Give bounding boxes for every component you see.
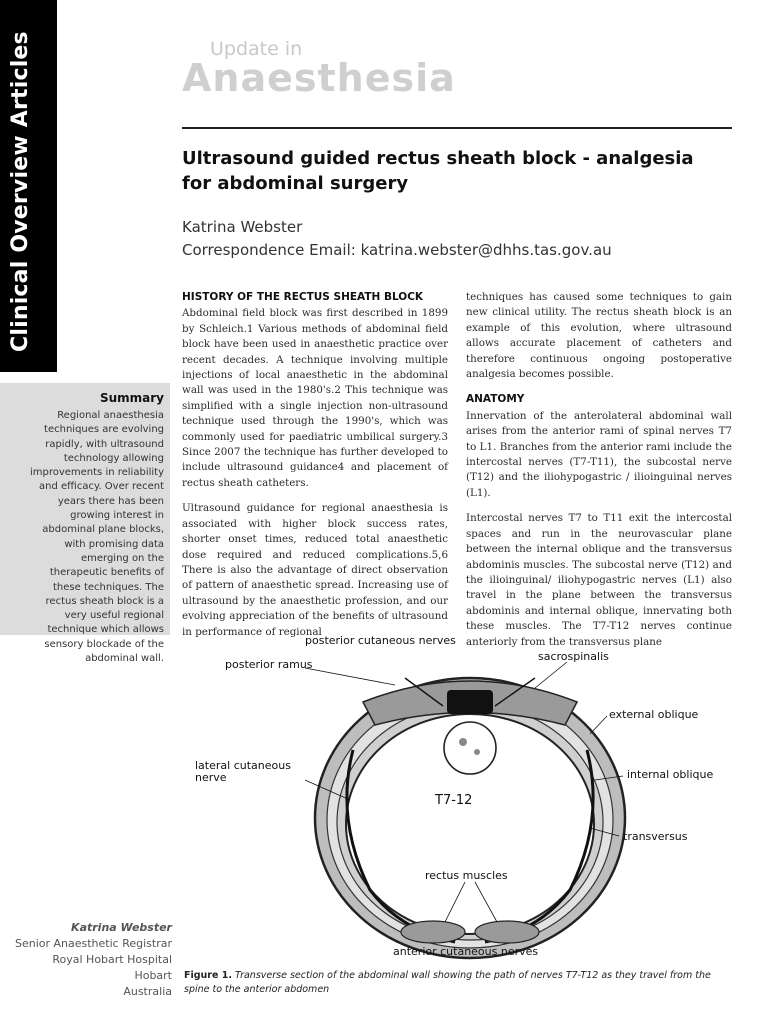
anatomy-heading: ANATOMY — [466, 393, 525, 406]
author-block — [182, 216, 612, 262]
rectus-muscle-right — [475, 921, 539, 943]
history-paragraph-1: Abdominal field block was first described in 1899 by Schleich.1 Various methods of abdominal field block have been used in anaesthetic practice over recent decades. A technique involving multiple injections of local anaesthetic in the abdominal wall was used in the 1980's.2 This technique was simplified with a single injection non-ultrasound technique used through the 1990's, which was commonly used for paediatric umbilical surgery.3 Since 2007 the technique has further developed to include ultrasound guidance4 and placement of rectus sheath catheters. — [182, 307, 448, 489]
header-rule — [182, 127, 732, 129]
rectus-muscle-left — [401, 921, 465, 943]
text-column-right — [466, 290, 732, 660]
masthead-subtitle: Update in — [210, 38, 303, 60]
author-affiliation — [15, 920, 172, 1000]
anatomy-paragraph-2: Intercostal nerves T7 to T11 exit the intercostal spaces and run in the neurovascular plane between the internal oblique and the transversus abdominis muscles. The subcostal nerve (T12) and the ilioinguinal/ iliohypogastric nerves (L1) also travel in the plane between the transversus abdominis and internal oblique, innervating both these muscles. The T7-T12 nerves continue anteriorly from the transversus plane — [466, 512, 732, 648]
summary-text: Regional anaesthesia techniques are evolving rapidly, with ultrasound technology allowing improvements in reliability and efficacy. Over recent years there has been growing interest in abdominal plane blocks, with promising data emerging on the therapeutic benefits of these techniques. The rectus sheath block is a very useful regional technique which allows sensory blockade of the abdominal wall. — [29, 410, 164, 665]
history-paragraph-2: Ultrasound guidance for regional anaesthesia is associated with higher block success rates, shorter onset times, reduced total anaesthetic dose required and reduced complications.5,6 There is also the advantage of direct observation of pattern of anaesthetic spread. Increasing use of ultrasound by the anaesthetic profession, and our evolving appreciation of the benefits of ultrasound in performance of regional — [182, 502, 448, 638]
history-paragraph-3: techniques has caused some techniques to gain new clinical utility. The rectus sheath block is an example of this evolution, where ultrasound allows accurate placement of catheters and therefore continuous ongoing postoperative analgesia becomes possible. — [466, 291, 732, 381]
leader-sacrospinalis — [535, 662, 567, 688]
author-name: Katrina Webster — [182, 218, 303, 236]
label-external-oblique: external oblique — [609, 708, 699, 721]
label-lateral-cutaneous: lateral cutaneous nerve — [195, 759, 291, 784]
caption-text: Transverse section of the abdominal wall showing the path of nerves T7-T12 as they travel from the spine to the anterior abdomen — [184, 970, 711, 995]
label-sacrospinalis: sacrospinalis — [538, 650, 609, 663]
label-posterior-ramus: posterior ramus — [225, 658, 313, 671]
figure-abdominal-section — [195, 630, 740, 965]
caption-label: Figure 1. — [184, 970, 232, 981]
summary-heading: Summary — [99, 391, 164, 405]
affiliation-role: Senior Anaesthetic Registrar — [14, 937, 172, 950]
vertebra-marking — [474, 749, 480, 755]
label-rectus-muscles: rectus muscles — [425, 869, 508, 882]
anatomy-paragraph-1: Innervation of the anterolateral abdominal wall arises from the anterior rami of spinal nerves T7 to L1. Branches from the anterior rami include the intercostal nerves (T7-T11), the subcostal nerve (T12) and the iliohypogastric / ilioinguinal nerves (L1). — [466, 409, 732, 499]
vertebra-marking — [459, 738, 467, 746]
figure-caption — [184, 969, 734, 997]
label-transversus: transversus — [623, 830, 688, 843]
vertebral-body — [444, 722, 496, 774]
section-label: Clinical Overview Articles — [8, 31, 33, 352]
text-column-left — [182, 290, 448, 650]
affiliation-hospital: Royal Hobart Hospital — [52, 953, 172, 966]
affiliation-city: Hobart — [134, 969, 172, 982]
affiliation-name: Katrina Webster — [71, 921, 172, 934]
history-heading: HISTORY OF THE RECTUS SHEATH BLOCK — [182, 291, 424, 303]
label-posterior-cutaneous: posterior cutaneous nerves — [305, 634, 456, 647]
label-internal-oblique: internal oblique — [627, 768, 714, 781]
spinal-canal — [447, 690, 493, 714]
article-title: Ultrasound guided rectus sheath block - analgesia for abdominal surgery — [182, 148, 694, 194]
correspondence-email: Correspondence Email: katrina.webster@dhhs.tas.gov.au — [182, 241, 612, 259]
summary-box — [0, 383, 170, 665]
affiliation-country: Australia — [123, 985, 172, 998]
label-anterior-cutaneous: anterior cutaneous nerves — [393, 945, 539, 958]
leader-posterior-ramus — [305, 668, 395, 685]
label-t7-12: T7-12 — [435, 793, 473, 808]
masthead-title: Anaesthesia — [182, 56, 456, 100]
leader-external-oblique — [590, 716, 607, 734]
